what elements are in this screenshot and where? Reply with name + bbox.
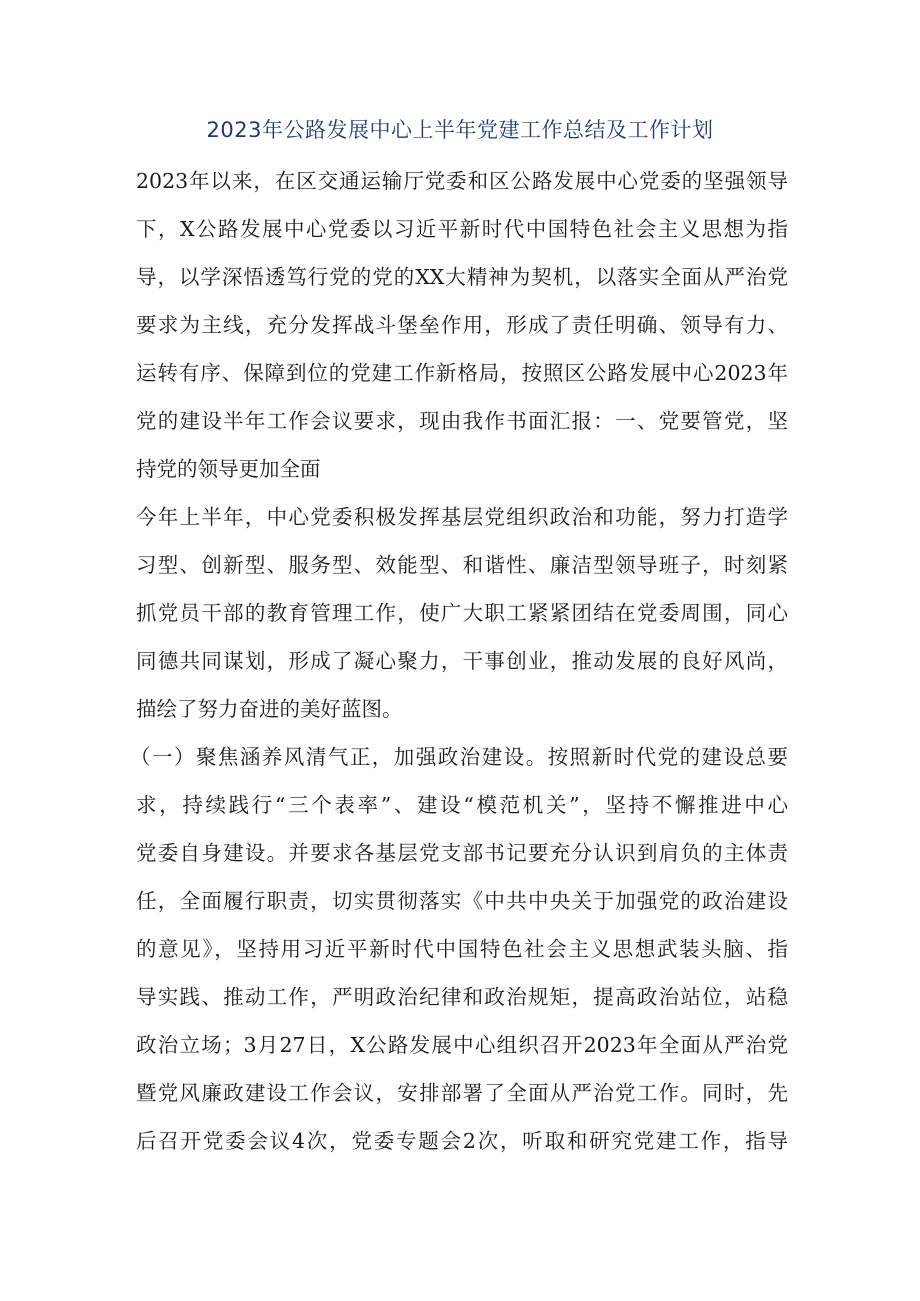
paragraph-3-line: 求，持续践行“三个表率”、建设“模范机关”，坚持不懈推进中心: [136, 793, 788, 817]
paragraph-2-line: 今年上半年，中心党委积极发挥基层党组织政治和功能，努力打造学: [136, 505, 788, 529]
paragraph-2-line: 同德共同谋划，形成了凝心聚力，干事创业，推动发展的良好风尚，: [136, 649, 788, 673]
paragraph-1-line: 导，以学深悟透笃行党的党的XX大精神为契机，以落实全面从严治党: [136, 265, 788, 289]
paragraph-2-line: 抓党员干部的教育管理工作，使广大职工紧紧团结在党委周围，同心: [136, 601, 788, 625]
paragraph-1-line: 持党的领导更加全面: [136, 457, 321, 481]
paragraph-3-line: 导实践、推动工作，严明政治纪律和政治规矩，提高政治站位，站稳: [136, 985, 788, 1009]
paragraph-3-line: （一）聚焦涵养风清气正，加强政治建设。按照新时代党的建设总要: [130, 745, 788, 769]
paragraph-3-line: 的意见》，坚持用习近平新时代中国特色社会主义思想武装头脑、指: [136, 937, 788, 961]
paragraph-2-line: 习型、创新型、服务型、效能型、和谐性、廉洁型领导班子，时刻紧: [136, 553, 788, 577]
paragraph-1-line: 下，X公路发展中心党委以习近平新时代中国特色社会主义思想为指: [136, 217, 788, 241]
paragraph-1-line: 党的建设半年工作会议要求，现由我作书面汇报：一、党要管党，坚: [136, 409, 788, 433]
paragraph-3-line: 政治立场；3月27日，X公路发展中心组织召开2023年全面从严治党: [136, 1033, 788, 1057]
paragraph-1-line: 2023年以来，在区交通运输厅党委和区公路发展中心党委的坚强领导: [136, 169, 788, 193]
paragraph-2-line: 描绘了努力奋进的美好蓝图。: [136, 697, 403, 721]
paragraph-3-line: 任，全面履行职责，切实贯彻落实《中共中央关于加强党的政治建设: [136, 889, 788, 913]
paragraph-3-line: 后召开党委会议4次，党委专题会2次，听取和研究党建工作，指导: [136, 1129, 788, 1153]
paragraph-1-line: 要求为主线，充分发挥战斗堡垒作用，形成了责任明确、领导有力、: [136, 313, 788, 337]
paragraph-3-line: 暨党风廉政建设工作会议，安排部署了全面从严治党工作。同时，先: [136, 1081, 788, 1105]
paragraph-1-line: 运转有序、保障到位的党建工作新格局，按照区公路发展中心2023年: [136, 361, 788, 385]
paragraph-3-line: 党委自身建设。并要求各基层党支部书记要充分认识到肩负的主体责: [136, 841, 788, 865]
document-title: 2023年公路发展中心上半年党建工作总结及工作计划: [206, 118, 714, 142]
